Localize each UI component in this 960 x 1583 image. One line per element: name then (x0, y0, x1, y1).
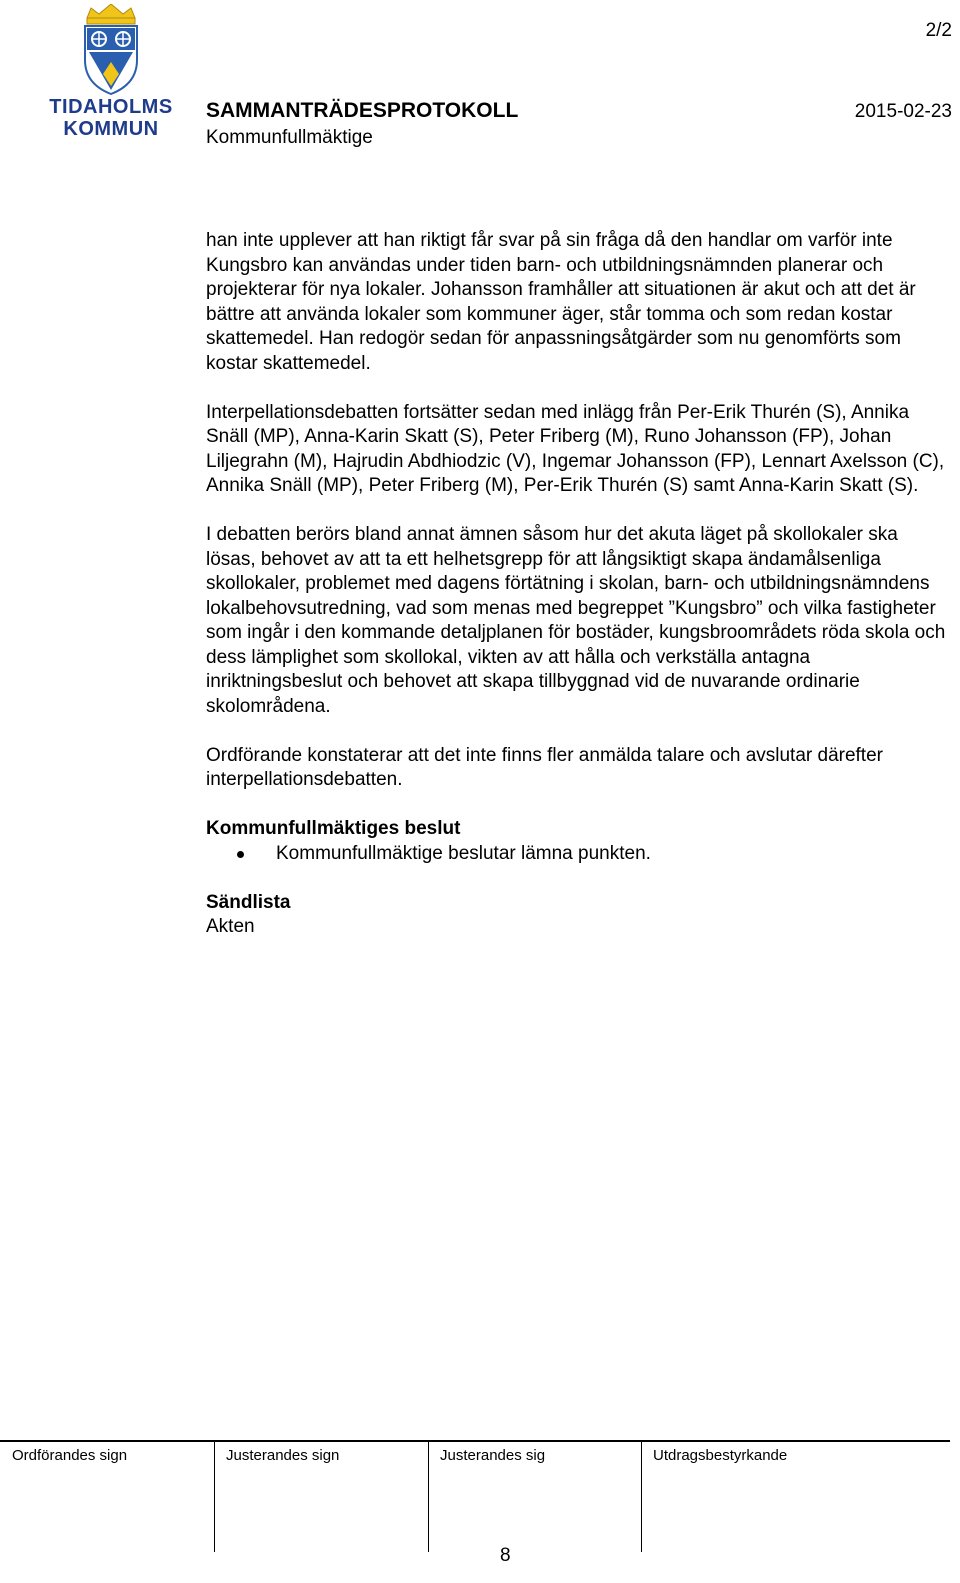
page-number: 8 (500, 1545, 511, 1566)
signature-label: Utdragsbestyrkande (653, 1447, 788, 1464)
sendlist-value: Akten (206, 916, 255, 937)
paragraph-1: han inte upplever att han riktigt får svar på sin fråga då den handlar om varför inte Kungsbro kan användas under tiden barn- och utbildningsnämnden planerar och projekterar för nya lokaler. Johansson framhåller att situationen är akut och att det är bättre att använda lokaler som kommuner äger, står tomma och som redan kostar skattemedel. Han redogör sedan för anpassningsåtgärder som nu genomförts som kostar skattemedel. (206, 230, 916, 374)
signature-cell-adjuster-2 (428, 1442, 642, 1552)
decision-list (206, 842, 950, 867)
signature-table (0, 1440, 950, 1583)
signature-cell-adjuster-1 (214, 1442, 429, 1552)
logo-line-1: TIDAHOLMS (49, 96, 173, 118)
page-of-count: 2/2 (925, 20, 952, 41)
signature-cell-certification (641, 1442, 950, 1552)
signature-cell-chair (0, 1442, 215, 1552)
decision-item: Kommunfullmäktige beslutar lämna punkten. (206, 842, 950, 867)
document-date: 2015-02-23 (854, 101, 952, 122)
coat-of-arms-icon (79, 4, 143, 96)
paragraph-3: I debatten berörs bland annat ämnen såsom hur det akuta läget på skollokaler ska lösas, behovet av att ta ett helhetsgrepp för att långsiktigt skapa ändamålsenliga skollokaler, problemet med dagens förtätning i skolan, barn- och utbildningsnämndens lokalbehovsutredning, vad som menas med begreppet ”Kungsbro” och vilka fastigheter som ingår i den kommande detaljplanen för bostäder, kungsbroområdets röda skola och dess lämplighet som skollokal, vikten av att hålla och verkställa antagna inriktningsbeslut och behovet att skapa tillbyggnad vid de nuvarande ordinarie skolområdena. (206, 524, 946, 717)
signature-label: Justerandes sig (440, 1447, 546, 1464)
logo-line-2: KOMMUN (63, 118, 159, 140)
signature-label: Ordförandes sign (12, 1447, 128, 1464)
sendlist-heading: Sändlista (206, 891, 291, 913)
protocol-body (206, 229, 950, 940)
signature-label: Justerandes sign (226, 1447, 340, 1464)
paragraph-4: Ordförande konstaterar att det inte finns fler anmälda talare och avslutar därefter interpellationsdebatten. (206, 744, 883, 790)
municipality-logo (36, 4, 186, 144)
document-subtitle: Kommunfullmäktige (206, 127, 373, 148)
decision-heading: Kommunfullmäktiges beslut (206, 818, 461, 839)
paragraph-2: Interpellationsdebatten fortsätter sedan med inlägg från Per-Erik Thurén (S), Annika Snäll (MP), Anna-Karin Skatt (S), Peter Friberg (M), Runo Johansson (FP), Johan Liljegrahn (M), Hajrudin Abdhiodzic (V), Ingemar Johansson (FP), Lennart Axelsson (C), Annika Snäll (MP), Peter Friberg (M), Per-Erik Thurén (S) samt Anna-Karin Skatt (S). (206, 401, 945, 496)
document-title: SAMMANTRÄDESPROTOKOLL (206, 99, 519, 122)
